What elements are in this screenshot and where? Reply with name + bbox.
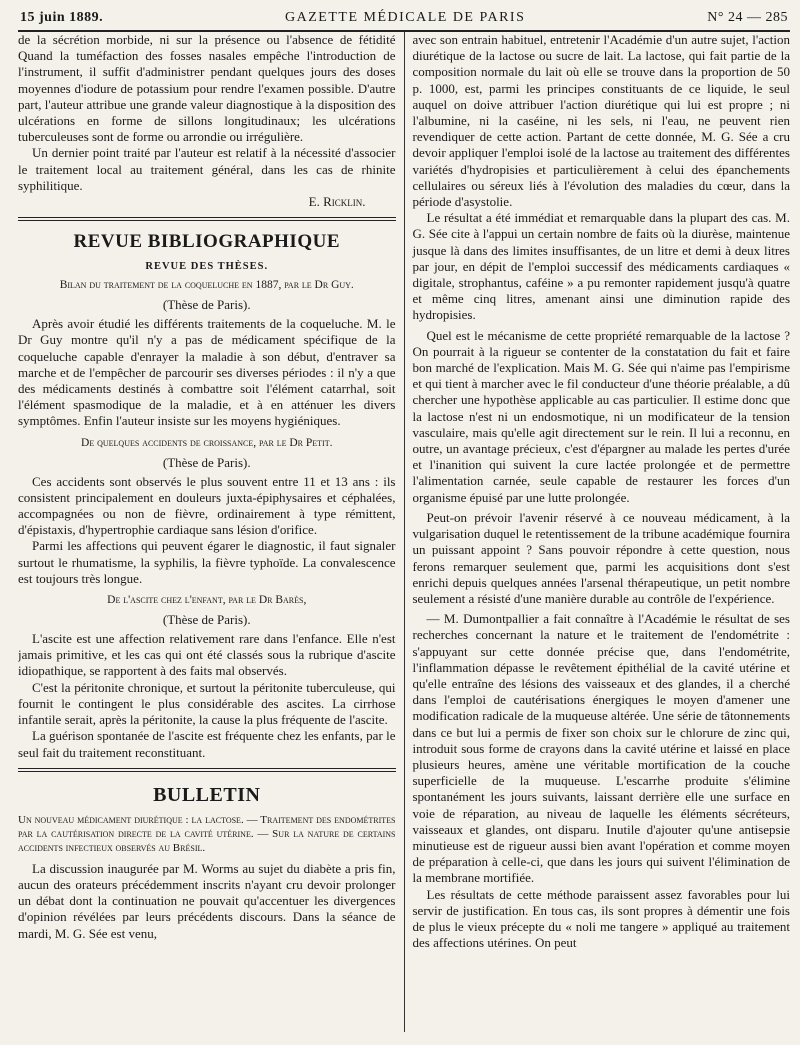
paragraph: — M. Dumontpallier a fait connaître à l'Académie le résultat de ses recherches concernant la nature et le traitement de l'endométrite : s'appuyant sur cette donnée précise que, dans l'endométrite, l'inflammation dépasse le revêtement épithélial de la cavité utérine et qu'elle entraîne des lésions des vaisseaux et des glandes, il a cherché dans l'emploi de cautérisations énergiques le moyen d'amener une modification radicale de la muqueuse altérée. Une série de tâtonnements dans ce but lui a permis de fixer son choix sur le chlorure de zinc qui, introduit sous forme de crayons dans la cavité utérine et laissé en place plusieurs heures, amène une véritable mortification de la couche superficielle de la muqueuse. L'escarrhe produite s'élimine spontanément les jours suivants, laissant derrière elle une surface en voie de réparation, au niveau de laquelle les éléments sécréteurs, vaisseaux et glandes, ont disparu. Inutile d'ajouter qu'une antisepsie minutieuse est de rigueur aussi bien avant l'opération et comme moyen de préparation à celle-ci, que dans les jours qui suivent l'élimination de la membrane mortifiée. [412, 611, 790, 886]
paragraph: La discussion inaugurée par M. Worms au sujet du diabète a pris fin, aucun des orateurs précédemment inscrits n'ayant cru devoir prolonger un débat dont la continuation ne pouvait qu'accentuer les divergences d'opinion révélées par leurs précédents discours. Dans la séance de mardi, M. G. Sée est venu, [18, 860, 396, 941]
right-column [404, 32, 791, 1032]
paragraph: Le résultat a été immédiat et remarquable dans la plupart des cas. M. G. Sée cite à l'appui un certain nombre de faits où la diurèse, maintenue jusque là dans des limites insuffisantes, de un litre et demi à deux litres par jour, en dépit de l'emploi successif des médicaments cardiaques « digitale, strophantus, caféine » a pu remonter rapidement jusqu'à quatre et même cinq litres, amenant ainsi une diminution rapide des hydropisies. [412, 210, 790, 323]
paragraph: Ces accidents sont observés le plus souvent entre 11 et 13 ans : ils consistent principalement en douleurs juxta-épiphysaires et céphalées, accompagnées ou non de fièvre, ordinairement à type rémittent, d'épistaxis, d'hypertrophie cardiaque sans lésion d'orifice. [18, 473, 396, 538]
article-heading: De l'ascite chez l'enfant, par le Dr Barès, [107, 594, 307, 607]
article-source: (Thèse de Paris). [162, 454, 251, 470]
paragraph: de la sécrétion morbide, ni sur la présence ou l'absence de fétidité Quand la tuméfaction des fosses nasales empêche l'introduction de l'instrument, il suffit d'administrer pendant quelques jours des doses moyennes d'iodure de potassium pour rendre l'examen possible. D'autre part, l'auteur attribue une grande valeur diagnostique à la disposition des ulcérations en forme de sillons longitudinaux; les ulcérations tuberculeuses sont de forme ou arrondie ou irrégulière. [18, 32, 396, 145]
paragraph: Parmi les affections qui peuvent égarer le diagnostic, il faut signaler surtout le rhumatisme, la syphilis, la fièvre typhoïde. La convalescence est toujours très longue. [18, 538, 396, 586]
issue-date: 15 juin 1889. [20, 10, 104, 25]
left-column [18, 32, 404, 1032]
section-title: REVUE BIBLIOGRAPHIQUE [73, 231, 341, 253]
paragraph: Un dernier point traité par l'auteur est relatif à la nécessité d'associer le traitement local au traitement général, dans les cas de rhinite syphilitique. [18, 145, 396, 193]
article-source: (Thèse de Paris). [162, 297, 251, 313]
page-header [18, 10, 790, 32]
columns [18, 32, 790, 1032]
paragraph: C'est la péritonite chronique, et surtout la péritonite tuberculeuse, qui fournit le contingent le plus considérable des ascites. La cirrhose infantile serait, après la péritonite, la cause la plus fréquente de l'ascite. [18, 679, 396, 728]
article-heading: De quelques accidents de croissance, par le Dr Petit. [81, 436, 333, 449]
paragraph: L'ascite est une affection relativement rare dans l'enfance. Elle n'est jamais primitive, et les cas qui ont été classés sous la rubrique d'ascite idiopathique, se rapportent à des faits mal observés. [18, 631, 396, 679]
paragraph: Après avoir étudié les différents traitements de la coqueluche. M. le Dr Guy montre qu'il n'y a pas de médicament spécifique de la coqueluche capable d'enrayer la maladie à son début, d'entraver sa marche et de l'empêcher de parcourir ses diverses périodes : il n'y a que des médicaments destinés à combattre soit l'élément catarrhal, soit l'élément spasmodique de la maladie, et à en atténuer les divers symptômes. Enfin l'auteur insiste sur les moyens hygiéniques. [18, 316, 396, 429]
section-subtitle: REVUE DES THÈSES. [145, 261, 269, 273]
bulletin-summary: Un nouveau médicament diurétique : la lactose. — Traitement des endométrites par la cautérisation directe de la cavité utérine. — Sur la nature de certains accidents infectieux observés au Brésil. [18, 813, 396, 854]
paragraph: avec son entrain habituel, entretenir l'Académie d'un autre sujet, l'action diurétique de la lactose ou sucre de lait. La lactose, qui fait partie de la composition normale du lait où elle se trouve dans la proportion de 50 p. 1000, est, parmi les principes constituants de ce liquide, le seul auquel on doive attribuer l'action diurétique qui lui est propre ; ni l'albumine, ni la caséine, ni les sels, ni l'eau, ne peuvent rien revendiquer de cette action. Partant de cette donnée, M. G. Sée a cru devoir appliquer l'emploi isolé de la lactose au traitement des différentes variétés d'hydropisies et particulièrement à celui des épanchements cellulaires ou séreux liés à l'évolution des maladies du cœur, dans la période d'asystolie. [412, 32, 790, 210]
section-divider [18, 768, 396, 772]
signature: E. Ricklin. [308, 194, 366, 210]
section-divider [18, 217, 396, 221]
paragraph: Peut-on prévoir l'avenir réservé à ce nouveau médicament, à la vulgarisation duquel le retentissement de la tribune académique fournira un puissant appoint ? Sans pouvoir répondre à cette question, nous ferons remarquer seulement que, parmi les acquisitions dont s'est enrichi depuis quelques années l'arsenal thérapeutique, un petit nombre seulement a résisté d'une manière durable au contrôle de l'expérience. [412, 509, 790, 606]
bulletin-title: BULLETIN [153, 783, 261, 806]
issue-number: N° 24 — 285 [707, 10, 788, 25]
article-heading: Bilan du traitement de la coqueluche en 1887, par le Dr Guy. [59, 279, 354, 292]
paragraph: La guérison spontanée de l'ascite est fréquente chez les enfants, par le seul fait du traitement reconstituant. [18, 728, 396, 760]
paragraph: Quel est le mécanisme de cette propriété remarquable de la lactose ? On pourrait à la rigueur se contenter de la constatation du fait et faire bon marché de l'explication. Mais M. G. Sée qui n'aime pas l'empirisme et qui tient à marcher avec le fil conducteur d'une théorie préalable, a dû chercher une hypothèse applicable au cas particulier. Il estime donc que la lactose n'est ni un endosmotique, ni un modificateur de la tension vasculaire, mais qu'elle agit directement sur le rein. Il lui a reconnu, en outre, un avantage précieux, c'est d'épargner au malade les pertes d'urée et l'inanition qui suivent la cure lactée prolongée et de permettre l'alimentation carnée, seule capable de restaurer les forces d'un organisme épuisé par une lutte prolongée. [412, 327, 790, 505]
article-source: (Thèse de Paris). [162, 612, 251, 628]
journal-title: GAZETTE MÉDICALE DE PARIS [285, 10, 526, 25]
paragraph: Les résultats de cette méthode paraissent assez favorables pour lui servir de justification. En tous cas, ils sont propres à démentir une fois de plus le vieux précepte du « noli me tangere » appliqué au traitement des affections utérines. On peut [412, 886, 790, 951]
